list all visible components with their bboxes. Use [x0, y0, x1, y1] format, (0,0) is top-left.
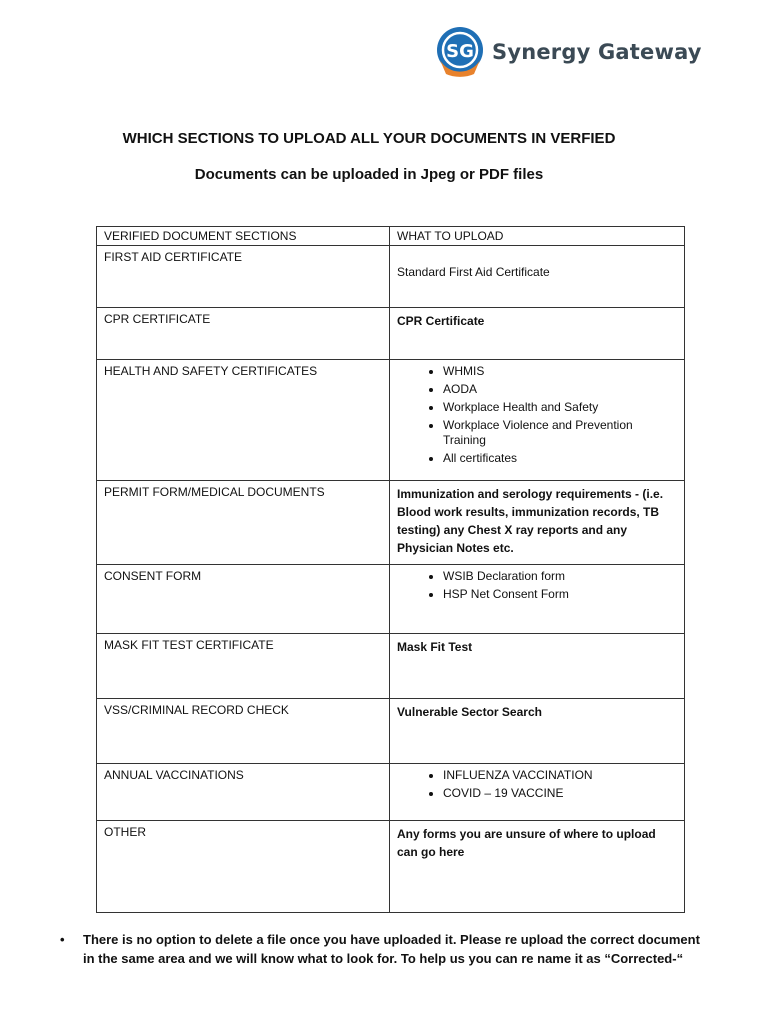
upload-text: Any forms you are unsure of where to upload can go here: [397, 827, 656, 859]
upload-cell: [390, 764, 685, 821]
upload-cell: [390, 821, 685, 913]
list-item: • AODA: [443, 382, 677, 397]
brand-name: Synergy Gateway: [492, 40, 702, 64]
section-cell: HEALTH AND SAFETY CERTIFICATES: [97, 360, 390, 481]
table-row: [97, 565, 685, 634]
section-cell: ANNUAL VACCINATIONS: [97, 764, 390, 821]
upload-note: [60, 930, 700, 968]
upload-cell: [390, 308, 685, 360]
header-sections: VERIFIED DOCUMENT SECTIONS: [97, 227, 390, 246]
section-cell: FIRST AID CERTIFICATE: [97, 246, 390, 308]
list-item: • Workplace Health and Safety: [443, 400, 677, 415]
list-item: • HSP Net Consent Form: [443, 587, 677, 602]
table-row: [97, 246, 685, 308]
upload-list: [397, 364, 677, 466]
upload-list: [397, 569, 677, 602]
table-row: [97, 764, 685, 821]
upload-cell: [390, 565, 685, 634]
list-item: • WSIB Declaration form: [443, 569, 677, 584]
upload-cell: [390, 360, 685, 481]
table-header-row: [97, 227, 685, 246]
upload-cell: [390, 634, 685, 699]
section-cell: VSS/CRIMINAL RECORD CHECK: [97, 699, 390, 764]
upload-cell: [390, 699, 685, 764]
list-item: • COVID – 19 VACCINE: [443, 786, 677, 801]
table-row: [97, 308, 685, 360]
table-row: [97, 360, 685, 481]
upload-text: Vulnerable Sector Search: [397, 705, 542, 719]
section-cell: CONSENT FORM: [97, 565, 390, 634]
upload-text: Immunization and serology requirements - (i.e. Blood work results, immunization records, TB testing) any Chest X ray reports and any Physician Notes etc.: [397, 487, 664, 555]
upload-text: Standard First Aid Certificate: [397, 265, 550, 279]
list-item: • INFLUENZA VACCINATION: [443, 768, 677, 783]
note-text: There is no option to delete a file once you have uploaded it. Please re upload the correct document in the same area and we will know what to look for. To help us you can re name it as “Corrected-“: [83, 932, 700, 966]
upload-text: Mask Fit Test: [397, 640, 473, 654]
page-title: WHICH SECTIONS TO UPLOAD ALL YOUR DOCUMENTS IN VERFIED: [122, 130, 616, 147]
bullet-icon: •: [60, 932, 65, 947]
brand-logo: [434, 24, 702, 80]
table-row: [97, 634, 685, 699]
table-row: [97, 699, 685, 764]
upload-list: [397, 768, 677, 801]
list-item: • WHMIS: [443, 364, 677, 379]
upload-cell: [390, 481, 685, 565]
upload-text: CPR Certificate: [397, 314, 485, 328]
upload-cell: [390, 246, 685, 308]
section-cell: OTHER: [97, 821, 390, 913]
table-row: [97, 821, 685, 913]
section-cell: PERMIT FORM/MEDICAL DOCUMENTS: [97, 481, 390, 565]
list-item: • All certificates: [443, 451, 677, 466]
section-cell: CPR CERTIFICATE: [97, 308, 390, 360]
document-sections-table: [96, 226, 685, 913]
list-item: • Workplace Violence and Prevention Training: [443, 418, 677, 448]
logo-mark: SG: [446, 41, 474, 62]
section-cell: MASK FIT TEST CERTIFICATE: [97, 634, 390, 699]
table-row: [97, 481, 685, 565]
page-subtitle: Documents can be uploaded in Jpeg or PDF files: [194, 166, 544, 183]
header-upload: WHAT TO UPLOAD: [390, 227, 685, 246]
sg-logo-icon: [434, 26, 486, 78]
